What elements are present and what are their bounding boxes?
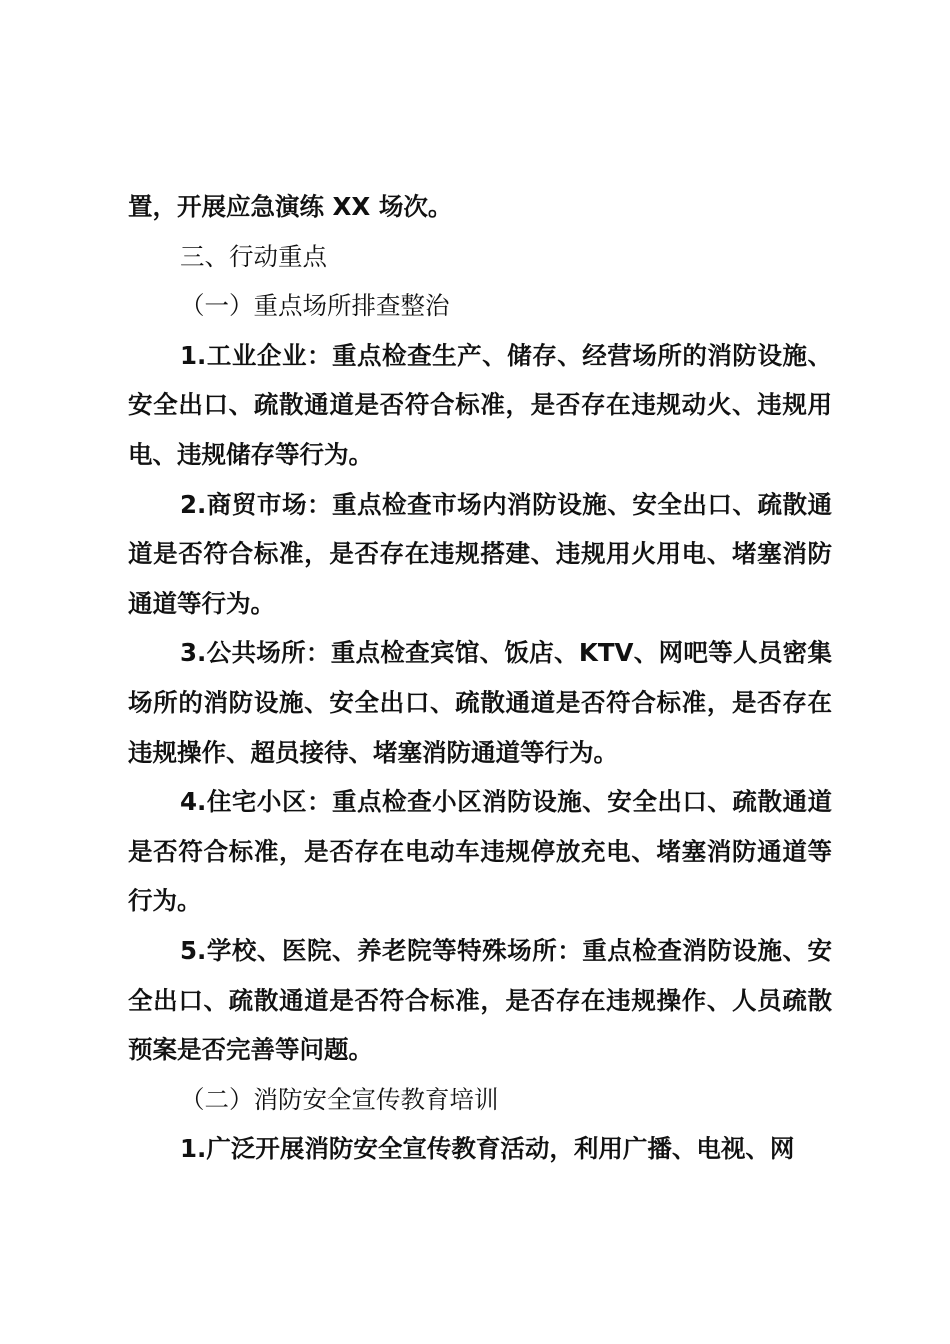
paragraph-public-places: 3.公共场所：重点检查宾馆、饭店、KTV、网吧等人员密集场所的消防设施、安全出口、疏散通道是否符合标准，是否存在违规操作、超员接待、堵塞消防通道等行为。: [128, 638, 832, 767]
paragraph-residential: 4.住宅小区：重点检查小区消防设施、安全出口、疏散通道是否符合标准，是否存在电动车违规停放充电、堵塞消防通道等行为。: [128, 787, 832, 916]
subsection-heading-key-sites: （一）重点场所排查整治: [180, 291, 450, 321]
paragraph-continuation: 置，开展应急演练 XX 场次。: [128, 192, 453, 221]
paragraph-publicity: 1.广泛开展消防安全宣传教育活动，利用广播、电视、网: [180, 1134, 795, 1164]
document-body: [128, 182, 832, 1174]
subsection-heading-education: （二）消防安全宣传教育培训: [180, 1084, 499, 1114]
paragraph-industrial: 1.工业企业：重点检查生产、储存、经营场所的消防设施、安全出口、疏散通道是否符合标准，是否存在违规动火、违规用电、违规储存等行为。: [128, 340, 832, 469]
paragraph-special-sites: 5.学校、医院、养老院等特殊场所：重点检查消防设施、安全出口、疏散通道是否符合标准，是否存在违规操作、人员疏散预案是否完善等问题。: [128, 935, 832, 1065]
section-heading-action-focus: 三、行动重点: [180, 241, 327, 271]
paragraph-markets: 2.商贸市场：重点检查市场内消防设施、安全出口、疏散通道是否符合标准，是否存在违规搭建、违规用火用电、堵塞消防通道等行为。: [128, 489, 832, 618]
